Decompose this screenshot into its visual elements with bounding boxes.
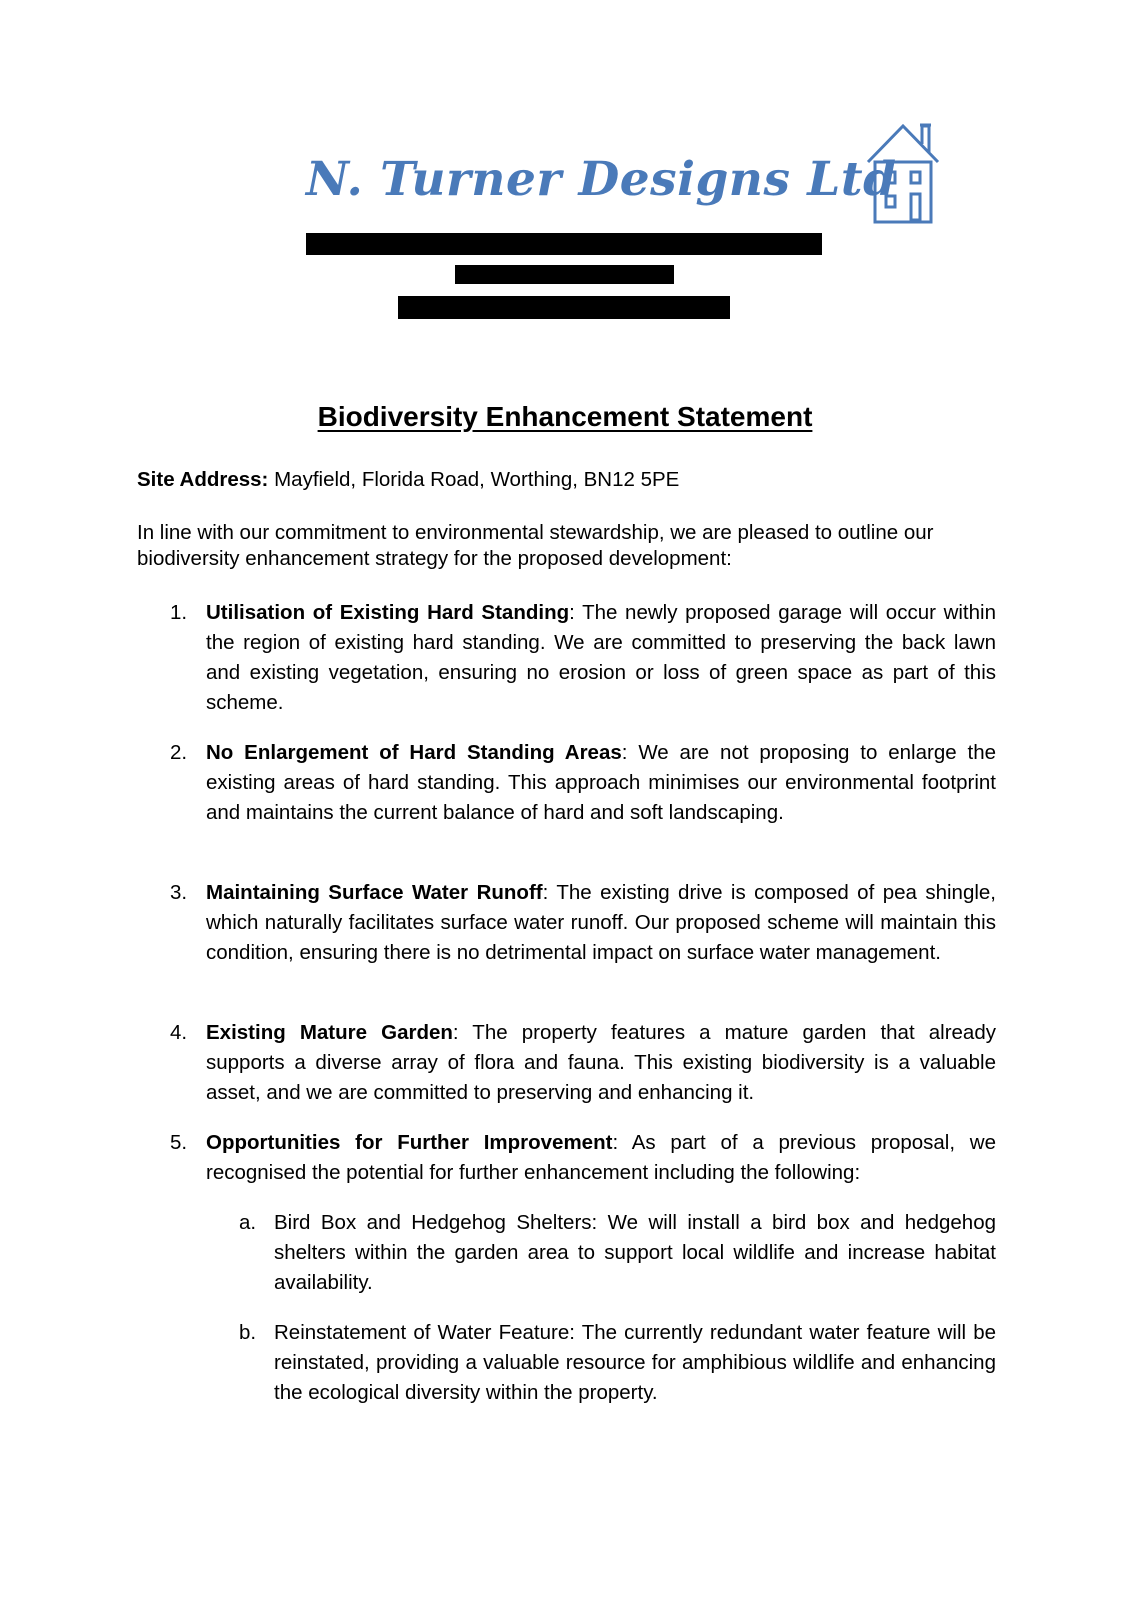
list-number: 2.	[170, 741, 188, 764]
list-text: : The existing drive is composed of pea shingle, which naturally facilitates surface water runoff. Our proposed scheme will maintain this condition, ensuring there is no detrimental impact on surface water management.	[206, 881, 996, 964]
list-text: : We are not proposing to enlarge the existing areas of hard standing. This approach minimises our environmental footprint and maintains the current balance of hard and soft landscaping.	[206, 741, 996, 824]
redaction-bar-1	[306, 233, 822, 255]
sub-list-letter: a.	[239, 1211, 257, 1234]
list-item	[170, 878, 996, 968]
list-heading: Maintaining Surface Water Runoff	[206, 881, 543, 904]
list-text: : As part of a previous proposal, we recognised the potential for further enhancement including the following:	[206, 1131, 997, 1184]
list-heading: Utilisation of Existing Hard Standing	[206, 601, 570, 624]
list-number: 1.	[170, 601, 188, 624]
list-number: 4.	[170, 1021, 188, 1044]
list-item	[170, 1128, 996, 1188]
list-item	[170, 738, 996, 828]
list-number: 3.	[170, 881, 188, 904]
list-item	[170, 598, 996, 718]
site-address-label: Site Address:	[137, 468, 269, 491]
sub-list-text: Reinstatement of Water Feature: The currently redundant water feature will be reinstated, providing a valuable resource for amphibious wildlife and enhancing the ecological diversity within the property.	[274, 1321, 996, 1404]
document-title: Biodiversity Enhancement Statement	[317, 401, 813, 432]
list-text: : The property features a mature garden that already supports a diverse array of flora and fauna. This existing biodiversity is a valuable asset, and we are committed to preserving and enhancing it.	[206, 1021, 996, 1104]
list-item	[170, 1018, 996, 1108]
site-address	[137, 465, 679, 495]
sub-list-text: Bird Box and Hedgehog Shelters: We will install a bird box and hedgehog shelters within the garden area to support local wildlife and increase habitat availability.	[274, 1211, 996, 1294]
list-heading: Opportunities for Further Improvement	[206, 1131, 613, 1154]
company-name: N. Turner Designs Ltd	[306, 152, 897, 207]
list-heading: No Enlargement of Hard Standing Areas	[206, 741, 622, 764]
list-number: 5.	[170, 1131, 188, 1154]
sub-list-item	[239, 1208, 996, 1298]
list-heading: Existing Mature Garden	[206, 1021, 453, 1044]
intro-paragraph: In line with our commitment to environmental stewardship, we are pleased to outline our biodiversity enhancement strategy for the proposed development:	[137, 521, 934, 570]
redaction-bar-2	[455, 265, 674, 284]
sub-list-item	[239, 1318, 996, 1408]
redaction-bar-3	[398, 296, 730, 319]
list-text: : The newly proposed garage will occur within the region of existing hard standing. We are committed to preserving the back lawn and existing vegetation, ensuring no erosion or loss of green space as part of this scheme.	[206, 601, 996, 714]
site-address-value: Mayfield, Florida Road, Worthing, BN12 5PE	[274, 468, 680, 491]
sub-list-letter: b.	[239, 1321, 257, 1344]
house-icon	[866, 122, 940, 226]
